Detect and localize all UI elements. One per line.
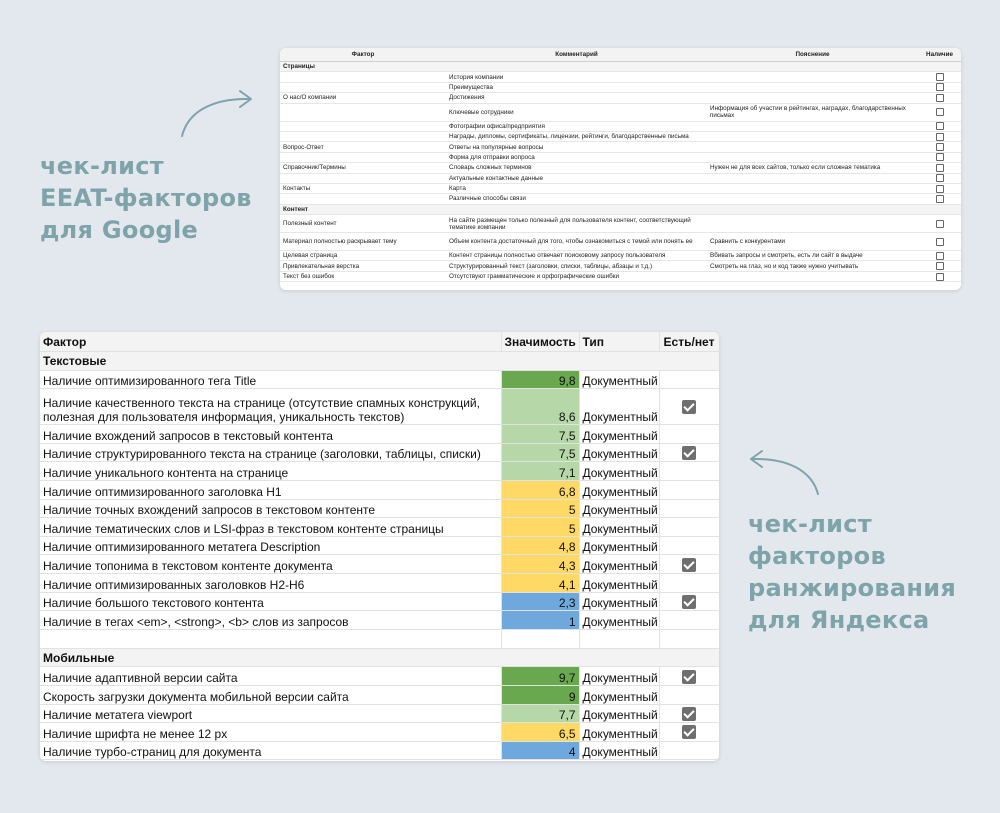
presence-cell (918, 271, 961, 281)
table-row (40, 480, 719, 499)
presence-cell (918, 93, 961, 103)
factor-cell (280, 152, 446, 162)
table-row (280, 173, 961, 183)
note-cell (707, 142, 918, 152)
blank-row (40, 629, 719, 648)
importance-cell: 9,7 (501, 667, 579, 686)
comment-cell: Структурированный текст (заголовки, списки, таблицы, абзацы и т.д.) (446, 261, 707, 271)
checkbox-icon[interactable] (936, 252, 944, 260)
checkbox-icon[interactable] (936, 143, 944, 151)
note-cell (707, 173, 918, 183)
note-cell: Смотреть на глаз, но и код также нужно учитывать (707, 261, 918, 271)
checkbox-icon[interactable] (936, 185, 944, 193)
note-cell (707, 72, 918, 82)
section-row (40, 648, 719, 667)
factor-cell: Наличие структурированного текста на странице (заголовки, таблицы, списки) (40, 443, 501, 462)
table-row (280, 142, 961, 152)
present-cell (659, 389, 719, 425)
present-cell (659, 704, 719, 723)
importance-cell: 7,1 (501, 462, 579, 481)
factor-cell: О нас/О компании (280, 93, 446, 103)
checkbox-icon[interactable] (682, 400, 696, 414)
type-cell: Документный (579, 370, 659, 389)
importance-cell: 6,8 (501, 480, 579, 499)
factor-cell: Наличие метатега viewport (40, 704, 501, 723)
present-cell (659, 592, 719, 611)
factor-cell: Целевая страница (280, 251, 446, 261)
presence-cell (918, 173, 961, 183)
present-cell (659, 370, 719, 389)
empty-cell (579, 629, 659, 648)
label-line: чек-лист (748, 510, 872, 538)
present-cell (659, 536, 719, 555)
type-cell: Документный (579, 518, 659, 537)
table-row (280, 183, 961, 193)
importance-cell: 9,8 (501, 370, 579, 389)
table-row (40, 499, 719, 518)
eeat-factors-sheet (280, 48, 961, 290)
note-cell (707, 121, 918, 131)
comment-cell: Ключевые сотрудники (446, 103, 707, 121)
factor-cell (280, 121, 446, 131)
table-row (280, 103, 961, 121)
factor-cell (280, 72, 446, 82)
note-cell (707, 183, 918, 193)
importance-cell: 6,5 (501, 723, 579, 742)
present-cell (659, 573, 719, 592)
factor-cell: Текст без ошибок (280, 271, 446, 281)
factor-cell: Привлекательная верстка (280, 261, 446, 271)
factor-cell: Наличие оптимизированных заголовков H2-H6 (40, 573, 501, 592)
presence-cell (918, 82, 961, 92)
comment-cell: Контент страницы полностью отвечает поисковому запросу пользователя (446, 251, 707, 261)
table-row (280, 261, 961, 271)
checkbox-icon[interactable] (936, 83, 944, 91)
presence-cell (918, 233, 961, 251)
presence-cell (918, 261, 961, 271)
comment-cell: Достижения (446, 93, 707, 103)
yandex-table (40, 332, 719, 760)
checkbox-icon[interactable] (682, 558, 696, 572)
table-row (280, 251, 961, 261)
factor-cell: Справочник/Термины (280, 163, 446, 173)
type-cell: Документный (579, 723, 659, 742)
table-row (280, 121, 961, 131)
table-row (40, 555, 719, 574)
note-cell (707, 194, 918, 204)
type-cell: Документный (579, 704, 659, 723)
label-line: ранжирования (748, 574, 957, 602)
checkbox-icon[interactable] (936, 262, 944, 270)
checkbox-icon[interactable] (936, 133, 944, 141)
table-row (40, 704, 719, 723)
comment-cell: Фотографии офиса/предприятия (446, 121, 707, 131)
table-row (280, 215, 961, 233)
table-row (40, 611, 719, 630)
table-row (40, 536, 719, 555)
header-factor: Фактор (280, 48, 446, 62)
importance-cell: 5 (501, 499, 579, 518)
presence-cell (918, 251, 961, 261)
eeat-checklist-label (40, 150, 252, 246)
type-cell: Документный (579, 685, 659, 704)
factor-cell (280, 82, 446, 92)
present-cell (659, 611, 719, 630)
table-row (280, 72, 961, 82)
factor-cell: Скорость загрузки документа мобильной версии сайта (40, 685, 501, 704)
factor-cell: Наличие уникального контента на странице (40, 462, 501, 481)
label-line: для Яндекса (748, 606, 930, 634)
table-row (280, 131, 961, 141)
presence-cell (918, 72, 961, 82)
table-row (40, 723, 719, 742)
empty-cell (40, 629, 501, 648)
type-cell: Документный (579, 443, 659, 462)
type-cell: Документный (579, 611, 659, 630)
type-cell: Документный (579, 555, 659, 574)
factor-cell: Наличие оптимизированного тега Title (40, 370, 501, 389)
present-cell (659, 499, 719, 518)
eeat-table-body (280, 62, 961, 282)
note-cell (707, 131, 918, 141)
note-cell (707, 215, 918, 233)
presence-cell (918, 131, 961, 141)
comment-cell: На сайте размещен только полезный для пользователя контент, соответствующий тематике компании (446, 215, 707, 233)
table-row (40, 685, 719, 704)
present-cell (659, 723, 719, 742)
factor-cell: Наличие вхождений запросов в текстовый контента (40, 425, 501, 444)
factor-cell: Наличие в тегах <em>, <strong>, <b> слов из запросов (40, 611, 501, 630)
present-cell (659, 480, 719, 499)
checkbox-icon[interactable] (936, 174, 944, 182)
comment-cell: История компании (446, 72, 707, 82)
section-row (280, 204, 961, 214)
present-cell (659, 425, 719, 444)
type-cell: Документный (579, 462, 659, 481)
importance-cell: 7,7 (501, 704, 579, 723)
factor-cell (280, 103, 446, 121)
checkbox-icon[interactable] (682, 725, 696, 739)
checkbox-icon[interactable] (936, 108, 944, 116)
table-row (280, 194, 961, 204)
importance-cell: 4,8 (501, 536, 579, 555)
importance-cell: 7,5 (501, 443, 579, 462)
checkbox-icon[interactable] (936, 238, 944, 246)
label-line: факторов (748, 542, 886, 570)
table-row (40, 462, 719, 481)
type-cell: Документный (579, 499, 659, 518)
checkbox-icon[interactable] (936, 195, 944, 203)
header-presence: Наличие (918, 48, 961, 62)
table-row (40, 443, 719, 462)
checkbox-icon[interactable] (936, 273, 944, 281)
note-cell: Вбивать запросы и смотреть, есть ли сайт в выдаче (707, 251, 918, 261)
type-cell: Документный (579, 741, 659, 760)
section-row (280, 62, 961, 72)
presence-cell (918, 142, 961, 152)
factor-cell (280, 131, 446, 141)
checkbox-icon[interactable] (936, 220, 944, 228)
table-row (40, 741, 719, 760)
note-cell (707, 82, 918, 92)
factor-cell: Наличие турбо-страниц для документа (40, 741, 501, 760)
header-comment: Комментарий (446, 48, 707, 62)
factor-cell (280, 173, 446, 183)
table-row (40, 573, 719, 592)
importance-cell: 2,3 (501, 592, 579, 611)
header-type: Тип (579, 332, 659, 352)
label-line: для Google (40, 216, 199, 244)
importance-cell: 4 (501, 741, 579, 760)
present-cell (659, 462, 719, 481)
factor-cell: Контакты (280, 183, 446, 193)
checkbox-icon[interactable] (682, 446, 696, 460)
table-row (280, 82, 961, 92)
checkbox-icon[interactable] (936, 94, 944, 102)
header-present: Есть/нет (659, 332, 719, 352)
checkbox-icon[interactable] (936, 153, 944, 161)
checkbox-icon[interactable] (682, 707, 696, 721)
arrow-right-icon (176, 86, 260, 140)
table-row (40, 592, 719, 611)
table-row (280, 93, 961, 103)
arrow-left-icon (742, 444, 826, 500)
present-cell (659, 667, 719, 686)
header-note: Пояснение (707, 48, 918, 62)
presence-cell (918, 163, 961, 173)
eeat-table (280, 48, 961, 282)
comment-cell: Карта (446, 183, 707, 193)
table-row (40, 667, 719, 686)
importance-cell: 1 (501, 611, 579, 630)
note-cell (707, 152, 918, 162)
present-cell (659, 555, 719, 574)
yandex-factors-sheet (40, 332, 719, 761)
empty-cell (659, 629, 719, 648)
type-cell: Документный (579, 480, 659, 499)
table-row (40, 370, 719, 389)
note-cell (707, 93, 918, 103)
label-line: EEAT-факторов (40, 184, 252, 212)
factor-cell: Наличие точных вхождений запросов в текстовом контенте (40, 499, 501, 518)
table-row (280, 163, 961, 173)
factor-cell (280, 194, 446, 204)
section-title: Мобильные (40, 648, 719, 667)
factor-cell: Полезный контент (280, 215, 446, 233)
comment-cell: Ответы на популярные вопросы (446, 142, 707, 152)
comment-cell: Награды, дипломы, сертификаты, лицензии, рейтинги, благодарственные письма (446, 131, 707, 141)
presence-cell (918, 215, 961, 233)
checkbox-icon[interactable] (682, 670, 696, 684)
type-cell: Документный (579, 592, 659, 611)
factor-cell: Наличие топонима в текстовом контенте документа (40, 555, 501, 574)
comment-cell: Отсутствуют грамматические и орфографические ошибки (446, 271, 707, 281)
table-row (280, 233, 961, 251)
factor-cell: Наличие адаптивной версии сайта (40, 667, 501, 686)
checkbox-icon[interactable] (936, 73, 944, 81)
importance-cell: 5 (501, 518, 579, 537)
presence-cell (918, 152, 961, 162)
table-row (40, 518, 719, 537)
checkbox-icon[interactable] (936, 122, 944, 130)
section-title: Контент (280, 204, 961, 214)
note-cell: Нужен не для всех сайтов, только если сложная тематика (707, 163, 918, 173)
presence-cell (918, 183, 961, 193)
importance-cell: 4,1 (501, 573, 579, 592)
section-row (40, 352, 719, 371)
type-cell: Документный (579, 536, 659, 555)
section-title: Текстовые (40, 352, 719, 371)
factor-cell: Наличие оптимизированного заголовка H1 (40, 480, 501, 499)
factor-cell: Наличие шрифта не менее 12 px (40, 723, 501, 742)
presence-cell (918, 194, 961, 204)
empty-cell (501, 629, 579, 648)
comment-cell: Форма для отправки вопроса (446, 152, 707, 162)
importance-cell: 7,5 (501, 425, 579, 444)
note-cell: Сравнить с конкурентами (707, 233, 918, 251)
comment-cell: Актуальные контактные данные (446, 173, 707, 183)
present-cell (659, 518, 719, 537)
importance-cell: 4,3 (501, 555, 579, 574)
type-cell: Документный (579, 425, 659, 444)
presence-cell (918, 121, 961, 131)
table-row (40, 425, 719, 444)
note-cell (707, 271, 918, 281)
importance-cell: 8,6 (501, 389, 579, 425)
table-row (280, 152, 961, 162)
type-cell: Документный (579, 667, 659, 686)
header-factor: Фактор (40, 332, 501, 352)
note-cell: Информация об участии в рейтингах, наградах, благодарственных письмах (707, 103, 918, 121)
yandex-table-body (40, 352, 719, 760)
yandex-checklist-label (748, 508, 956, 636)
checkbox-icon[interactable] (682, 595, 696, 609)
table-row (40, 389, 719, 425)
importance-cell: 9 (501, 685, 579, 704)
type-cell: Документный (579, 389, 659, 425)
present-cell (659, 685, 719, 704)
present-cell (659, 741, 719, 760)
factor-cell: Вопрос-Ответ (280, 142, 446, 152)
checkbox-icon[interactable] (936, 164, 944, 172)
factor-cell: Наличие оптимизированного метатега Description (40, 536, 501, 555)
factor-cell: Наличие качественного текста на странице (отсутствие спамных конструкций, полезная для пользователя информация, уникальность текстов) (40, 389, 501, 425)
label-line: чек-лист (40, 152, 164, 180)
present-cell (659, 443, 719, 462)
factor-cell: Материал полностью раскрывает тему (280, 233, 446, 251)
factor-cell: Наличие большого текстового контента (40, 592, 501, 611)
comment-cell: Объем контента достаточный для того, чтобы ознакомиться с темой или понять ее (446, 233, 707, 251)
comment-cell: Различные способы связи (446, 194, 707, 204)
presence-cell (918, 103, 961, 121)
header-importance: Значимость (501, 332, 579, 352)
type-cell: Документный (579, 573, 659, 592)
section-title: Страницы (280, 62, 961, 72)
table-row (280, 271, 961, 281)
comment-cell: Преимущества (446, 82, 707, 92)
comment-cell: Словарь сложных терминов (446, 163, 707, 173)
factor-cell: Наличие тематических слов и LSI-фраз в текстовом контенте страницы (40, 518, 501, 537)
